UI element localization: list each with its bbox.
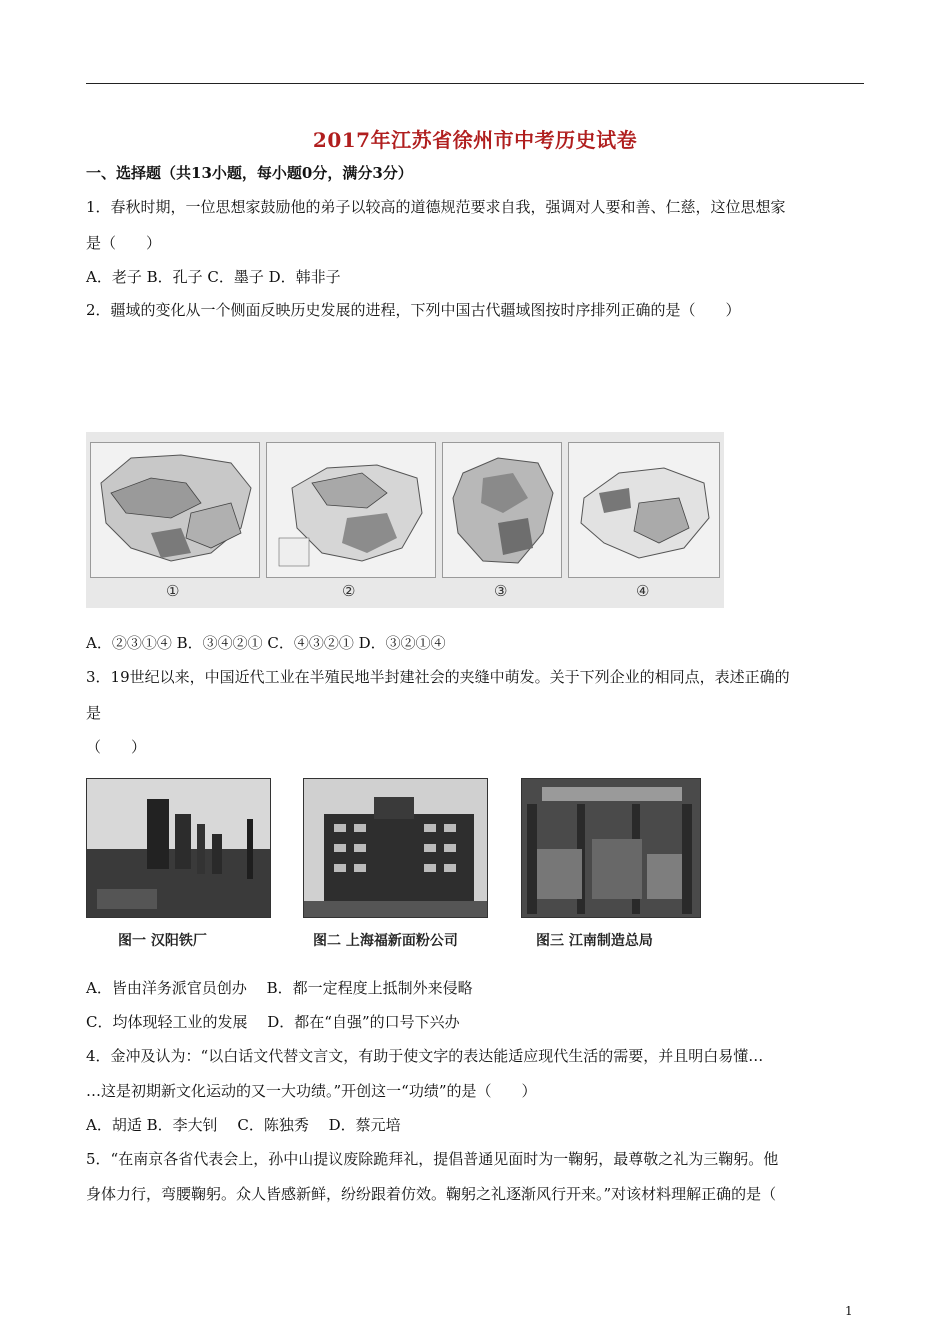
map-label-3: ③ [494, 582, 508, 600]
caption-figure-2: 图二 上海福新面粉公司 [313, 933, 458, 949]
q3-options-row1: A．皆由洋务派官员创办 B．都一定程度上抵制外来侵略 [86, 979, 473, 997]
caption-figure-3: 图三 江南制造总局 [536, 933, 653, 949]
map-label-2: ② [342, 582, 356, 600]
page-number: 1 [845, 1304, 853, 1318]
header-rule [86, 83, 864, 84]
q2-stem: 2．疆域的变化从一个侧面反映历史发展的进程，下列中国古代疆域图按时序排列正确的是（ ） [86, 301, 741, 319]
caption-figure-1: 图一 汉阳铁厂 [118, 933, 207, 949]
map-label-4: ④ [636, 582, 650, 600]
photo-jiangnan-arsenal [521, 778, 701, 918]
q1-stem-line1: 1．春秋时期，一位思想家鼓励他的弟子以较高的道德规范要求自我，强调对人要和善、仁慈，这位思想家 [86, 198, 786, 216]
map-1 [90, 442, 260, 578]
q3-stem-line2: 是 [86, 704, 102, 722]
q2-map-figure [86, 432, 724, 608]
q4-stem-line1: 4．金冲及认为：“以白话文代替文言文，有助于使文字的表达能适应现代生活的需要，并且明白易懂… [86, 1047, 764, 1065]
photo-hanyang-ironworks [86, 778, 271, 918]
q3-stem-line1: 3．19世纪以来，中国近代工业在半殖民地半封建社会的夹缝中萌发。关于下列企业的相同点，表述正确的 [86, 668, 790, 686]
q1-stem-line2: 是（ ） [86, 234, 162, 252]
q4-stem-line2: …这是初期新文化运动的又一大功绩。”开创这一“功绩”的是（ ） [86, 1082, 537, 1100]
q5-stem-line2: 身体力行，弯腰鞠躬。众人皆感新鲜，纷纷跟着仿效。鞠躬之礼逐渐风行开来。”对该材料理解正确的是（ [86, 1185, 777, 1203]
map-label-1: ① [166, 582, 180, 600]
q4-options: A．胡适 B．李大钊 C．陈独秀 D．蔡元培 [86, 1116, 401, 1134]
map-3 [442, 442, 562, 578]
photo-fuxin-flour-company [303, 778, 488, 918]
q5-stem-line1: 5．“在南京各省代表会上，孙中山提议废除跪拜礼，提倡普通见面时为一鞠躬，最尊敬之礼为三鞠躬。他 [86, 1150, 779, 1168]
map-4 [568, 442, 720, 578]
q2-options: A．②③①④ B．③④②① C．④③②① D．③②①④ [86, 634, 446, 652]
q3-options-row2: C．均体现轻工业的发展 D．都在“自强”的口号下兴办 [86, 1013, 460, 1031]
map-2 [266, 442, 436, 578]
q3-stem-line3: （ ） [86, 738, 147, 756]
q1-options: A．老子 B．孔子 C．墨子 D．韩非子 [86, 268, 341, 286]
section-heading: 一、选择题（共13小题，每小题0分，满分3分） [86, 164, 413, 182]
page-title: 2017年江苏省徐州市中考历史试卷 [312, 128, 638, 152]
